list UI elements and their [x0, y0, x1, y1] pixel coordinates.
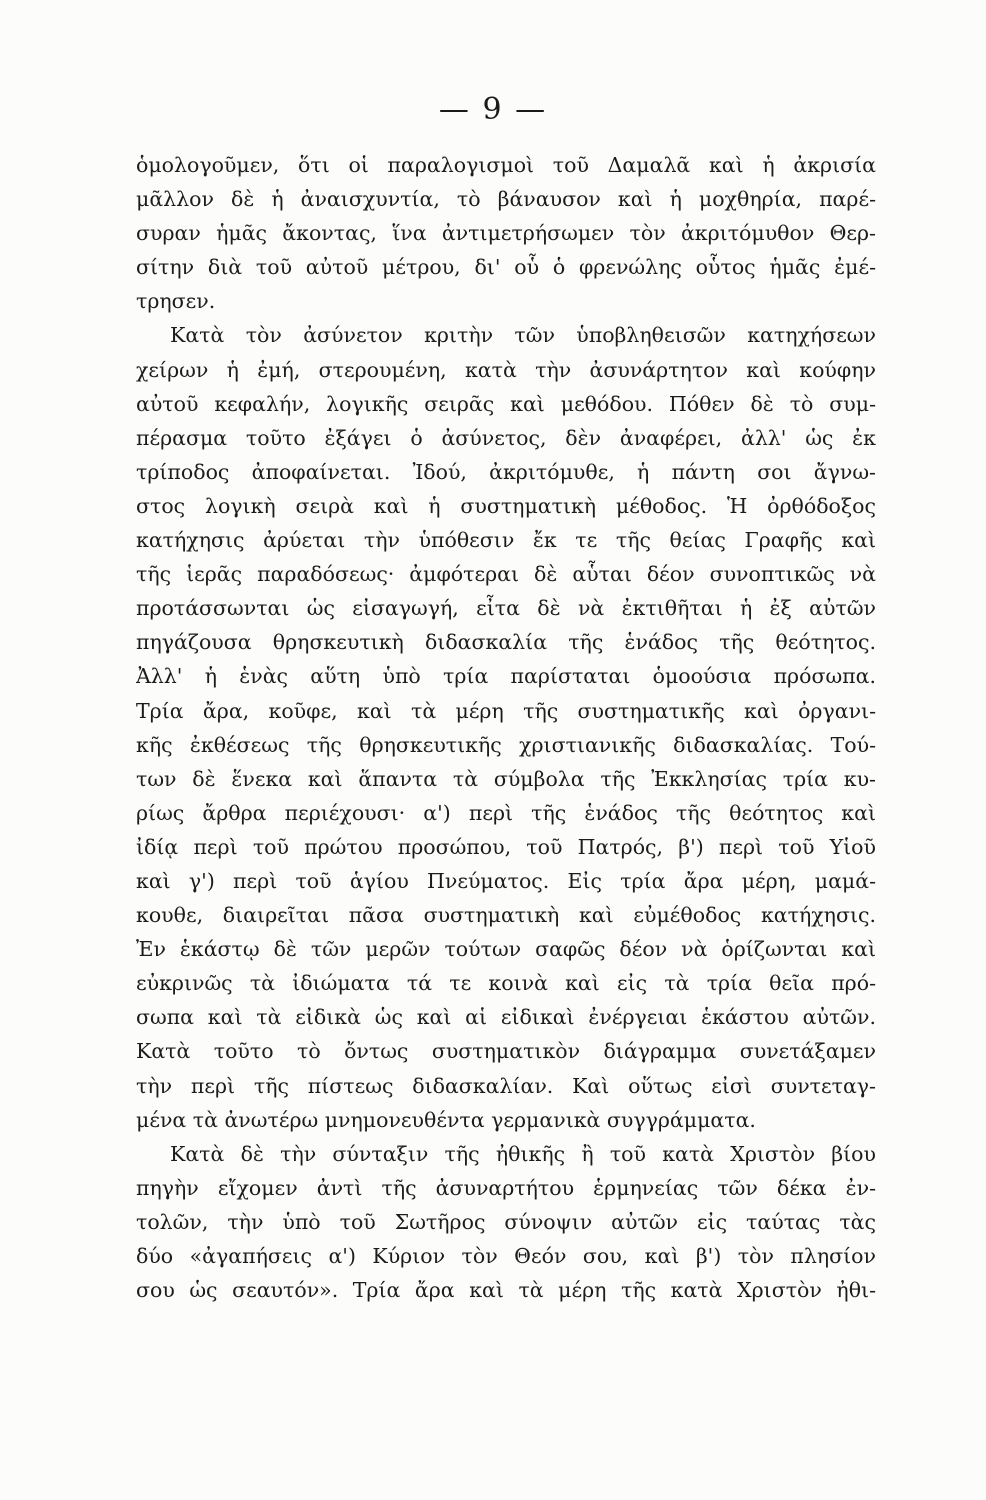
text-line: χείρων ἡ ἐμή, στερουμένη, κατὰ τὴν ἀσυνάρτητον καὶ κούφην — [136, 357, 876, 382]
text-line: πηγάζουσα θρησκευτικὴ διδασκαλία τῆς ἑνάδος τῆς θεότητος. — [136, 630, 876, 655]
text-line: κουθε, διαιρεῖται πᾶσα συστηματικὴ καὶ εὐμέθοδος κατήχησις. — [136, 903, 876, 928]
text-line: σωπα καὶ τὰ εἰδικὰ ὡς καὶ αἱ εἰδικαὶ ἐνέργειαι ἑκάστου αὐτῶν. — [136, 1005, 876, 1030]
text-line: τρίποδος ἀποφαίνεται. Ἰδού, ἀκριτόμυθε, ἡ πάντη σοι ἄγνω- — [136, 459, 876, 484]
text-line: πηγὴν εἴχομεν ἀντὶ τῆς ἀσυναρτήτου ἑρμηνείας τῶν δέκα ἐν- — [136, 1175, 876, 1200]
text-line: κῆς ἐκθέσεως τῆς θρησκευτικῆς χριστιανικῆς διδασκαλίας. Τού- — [136, 732, 876, 757]
text-line: δύο «ἀγαπήσεις α') Κύριον τὸν Θεόν σου, καὶ β') τὸν πλησίον — [136, 1244, 876, 1268]
text-line: μένα τὰ ἀνωτέρω μνημονευθέντα γερμανικὰ συγγράμματα. — [136, 1107, 756, 1132]
text-line: Ἀλλ' ἡ ἑνὰς αὕτη ὑπὸ τρία παρίσταται ὁμοούσια πρόσωπα. — [136, 664, 876, 689]
text-line: τρησεν. — [136, 289, 216, 314]
text-line: τολῶν, τὴν ὑπὸ τοῦ Σωτῆρος σύνοψιν αὐτῶν εἰς ταύτας τὰς — [136, 1209, 876, 1234]
text-line: συραν ἡμᾶς ἄκοντας, ἵνα ἀντιμετρήσωμεν τὸν ἀκριτόμυθον Θερ- — [136, 221, 876, 246]
text-line: Κατὰ δὲ τὴν σύνταξιν τῆς ἠθικῆς ἢ τοῦ κατὰ Χριστὸν βίου — [170, 1141, 876, 1166]
text-line: Ἐν ἑκάστῳ δὲ τῶν μερῶν τούτων σαφῶς δέον νὰ ὁρίζωνται καὶ — [136, 937, 876, 962]
text-line: μᾶλλον δὲ ἡ ἀναισχυντία, τὸ βάναυσον καὶ ἡ μοχθηρία, παρέ- — [136, 187, 876, 212]
text-line: εὐκρινῶς τὰ ἰδιώματα τά τε κοινὰ καὶ εἰς τὰ τρία θεῖα πρό- — [136, 971, 876, 996]
text-line: των δὲ ἕνεκα καὶ ἅπαντα τὰ σύμβολα τῆς Ἐκκλησίας τρία κυ- — [136, 766, 876, 791]
text-line: Κατὰ τὸν ἀσύνετον κριτὴν τῶν ὑποβληθεισῶν κατηχήσεων — [170, 323, 876, 348]
text-line: στος λογικὴ σειρὰ καὶ ἡ συστηματικὴ μέθοδος. Ἡ ὀρθόδοξος — [136, 493, 876, 518]
text-line: καὶ γ') περὶ τοῦ ἁγίου Πνεύματος. Εἰς τρία ἄρα μέρη, μαμά- — [136, 868, 876, 893]
text-line: πέρασμα τοῦτο ἐξάγει ὁ ἀσύνετος, δὲν ἀναφέρει, ἀλλ' ὡς ἐκ — [136, 425, 876, 450]
text-line: τῆς ἱερᾶς παραδόσεως· ἀμφότεραι δὲ αὗται δέον συνοπτικῶς νὰ — [136, 562, 876, 587]
text-line: ρίως ἄρθρα περιέχουσι· α') περὶ τῆς ἑνάδος τῆς θεότητος καὶ — [136, 800, 876, 825]
text-line: τὴν περὶ τῆς πίστεως διδασκαλίαν. Καὶ οὕτως εἰσὶ συντεταγ- — [136, 1073, 876, 1098]
text-line: ἰδίᾳ περὶ τοῦ πρώτου προσώπου, τοῦ Πατρός, β') περὶ τοῦ Υἱοῦ — [136, 834, 876, 859]
text-line: σίτην διὰ τοῦ αὐτοῦ μέτρου, δι' οὗ ὁ φρενώλης οὗτος ἡμᾶς ἐμέ- — [136, 255, 876, 280]
page-number: — 9 — — [438, 92, 548, 127]
text-line: αὐτοῦ κεφαλήν, λογικῆς σειρᾶς καὶ μεθόδου. Πόθεν δὲ τὸ συμ- — [136, 391, 876, 416]
text-line: Κατὰ τοῦτο τὸ ὄντως συστηματικὸν διάγραμμα συνετάξαμεν — [136, 1039, 876, 1064]
text-line: σου ὡς σεαυτόν». Τρία ἄρα καὶ τὰ μέρη τῆς κατὰ Χριστὸν ἠθι- — [136, 1278, 876, 1303]
text-line: προτάσσωνται ὡς εἰσαγωγή, εἶτα δὲ νὰ ἐκτιθῆται ἡ ἐξ αὐτῶν — [136, 596, 876, 621]
text-line: ὁμολογοῦμεν, ὅτι οἱ παραλογισμοὶ τοῦ Δαμαλᾶ καὶ ἡ ἀκρισία — [136, 153, 876, 177]
body-text — [136, 148, 876, 1307]
text-line: κατήχησις ἀρύεται τὴν ὑπόθεσιν ἔκ τε τῆς θείας Γραφῆς καὶ — [136, 528, 876, 553]
text-line: Τρία ἄρα, κοῦφε, καὶ τὰ μέρη τῆς συστηματικῆς καὶ ὀργανι- — [136, 698, 876, 723]
